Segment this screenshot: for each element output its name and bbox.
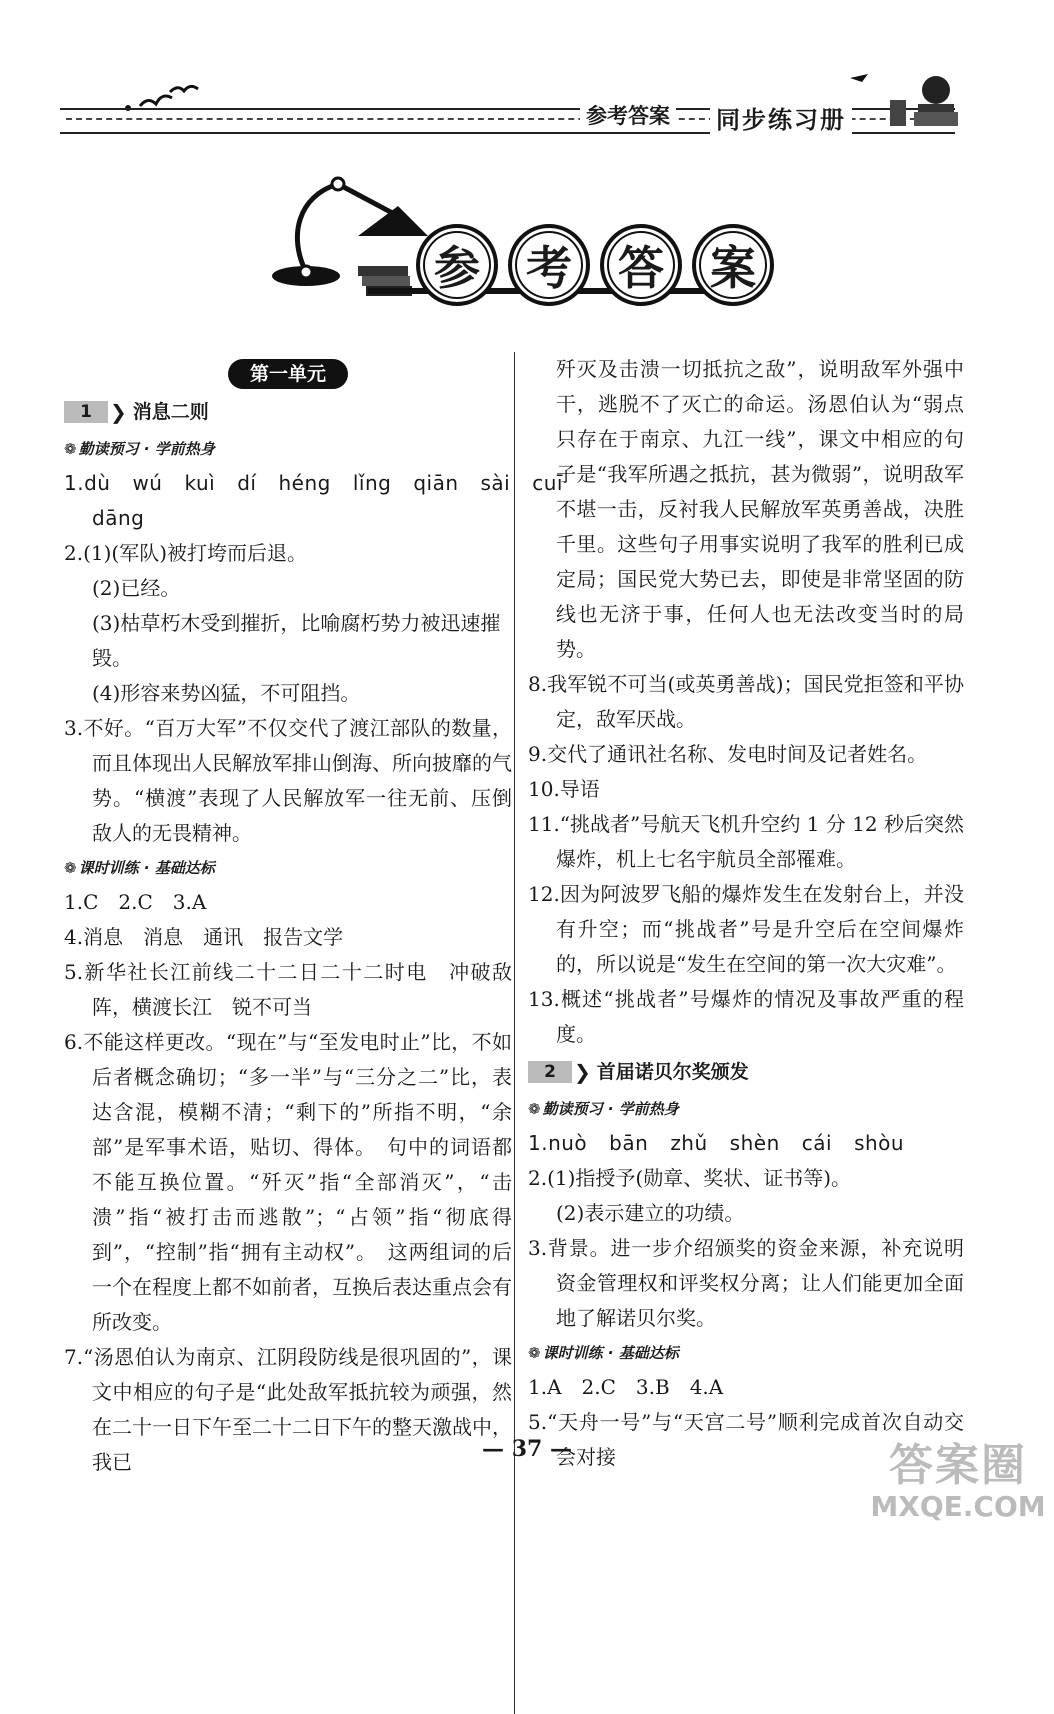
chevron-right-icon: ❯ (110, 399, 127, 424)
header-label-answers: 参考答案 (580, 100, 676, 130)
answer-item: 3.不好。“百万大军”不仅交代了渡江部队的数量，而且体现出人民解放军排山倒海、所向披靡的气势。“横渡”表现了人民解放军一往无前、压倒敌人的无畏精神。 (64, 716, 512, 845)
lesson-number: 2 (528, 1061, 572, 1083)
column-divider (514, 352, 515, 1714)
unit-badge: 第一单元 (228, 359, 348, 389)
section-flower-icon: ❁ (528, 1344, 541, 1362)
right-column (528, 352, 964, 1475)
banner-char: 考 (508, 224, 590, 306)
answer-continuation: 歼灭及击溃一切抵抗之敌”，说明敌军外强中干，逃脱不了灭亡的命运。汤恩伯认为“弱点只存在于南京、九江一线”，课文中相应的句子是“我军所遇之抵抗，甚为微弱”，说明敌军不堪一击，反衬我人民解放军英勇善战，决胜千里。这些句子用事实说明了我军的胜利已成定局；国民党大势已去，即使是非常坚固的防线也无济于事，任何人也无法改变当时的局势。 (556, 357, 964, 661)
answer-subitem: (4)形容来势凶猛，不可阻挡。 (92, 681, 361, 705)
globe-books-icon (850, 60, 960, 132)
chevron-right-icon: ❯ (574, 1059, 591, 1084)
lesson-heading-2 (528, 1052, 964, 1092)
answer-item: 1.A 2.C 3.B 4.A (528, 1375, 724, 1399)
page-number: — 37 — (482, 1436, 572, 1462)
section-heading-preview: ❁ 勤读预习 · 学前热身 (64, 440, 215, 458)
answer-item: 2.(1)指授予(勋章、奖状、证书等)。 (528, 1166, 852, 1190)
banner-char: 案 (692, 224, 774, 306)
watermark-logo (868, 1440, 1048, 1530)
answer-subitem: (2)表示建立的功绩。 (556, 1201, 745, 1225)
unit-heading (64, 352, 512, 392)
answer-item: 10.导语 (528, 777, 600, 801)
answer-item: 6.不能这样更改。“现在”与“至发电时止”比，不如后者概念确切；“多一半”与“三分之二”比，表达含混，模糊不清；“剩下的”所指不明，“余部”是军事术语，贴切、得体。 句中的词语都不能互换位置。“歼灭”指“全部消灭”，“击溃”指“被打击而逃散”；“占领”指“彻底得到”，“控制”指“拥有主动权”。 这两组词的后一个在程度上都不如前者，互换后表达重点会有所改变。 (64, 1030, 512, 1334)
answer-subitem: (3)枯草朽木受到摧折，比喻腐朽势力被迅速摧毁。 (92, 611, 501, 670)
section-flower-icon: ❁ (64, 859, 77, 877)
answer-item: 12.因为阿波罗飞船的爆炸发生在发射台上，并没有升空；而“挑战者”号是升空后在空间爆炸的，所以说是“发生在空间的第一次大灾难”。 (528, 882, 964, 976)
banner-char: 答 (600, 224, 682, 306)
banner-char: 参 (416, 224, 498, 306)
answer-item: 9.交代了通讯社名称、发电时间及记者姓名。 (528, 742, 928, 766)
answer-item: 5.“天舟一号”与“天宫二号”顺利完成首次自动交会对接 (528, 1410, 964, 1469)
watermark-url: MXQE.COM (870, 1490, 1046, 1523)
section-heading-preview: ❁ 勤读预习 · 学前热身 (528, 1100, 679, 1118)
section-heading-training: ❁ 课时训练 · 基础达标 (64, 859, 215, 877)
banner-title (416, 224, 774, 306)
answer-item: 4.消息 消息 通讯 报告文学 (64, 925, 344, 949)
lesson-title: 消息二则 (132, 400, 209, 423)
answer-continuation: dāng (92, 506, 145, 530)
answer-item: 7.“汤恩伯认为南京、江阴段防线是很巩固的”，课文中相应的句子是“此处敌军抵抗较为顽强，然在二十一日下午至二十二日下午的整天激战中，我已 (64, 1345, 512, 1474)
page-header (60, 60, 960, 150)
answer-item: 13.概述“挑战者”号爆炸的情况及事故严重的程度。 (528, 987, 964, 1046)
section-heading-training: ❁ 课时训练 · 基础达标 (528, 1344, 679, 1362)
answer-item: 11.“挑战者”号航天飞机升空约 1 分 12 秒后突然爆炸，机上七名宇航员全部罹难。 (528, 812, 964, 871)
section-flower-icon: ❁ (528, 1100, 541, 1118)
answer-subitem: (2)已经。 (92, 576, 181, 600)
header-label-book: 同步练习册 (710, 100, 852, 135)
answer-item: 2.(1)(军队)被打垮而后退。 (64, 541, 308, 565)
answer-item: 8.我军锐不可当(或英勇善战)；国民党拒签和平协定，敌军厌战。 (528, 672, 964, 731)
lesson-number: 1 (64, 401, 108, 423)
lesson-title: 首届诺贝尔奖颁发 (596, 1060, 749, 1083)
answer-item: 1.dù wú kuì dí héng lǐng qiān sài cuī (64, 471, 563, 495)
answer-item: 1.nuò bān zhǔ shèn cái shòu (528, 1131, 905, 1155)
section-flower-icon: ❁ (64, 440, 77, 458)
answer-item: 5.新华社长江前线二十二日二十二时电 冲破敌阵，横渡长江 锐不可当 (64, 960, 512, 1019)
title-banner (268, 176, 768, 306)
answer-item: 1.C 2.C 3.A (64, 890, 207, 914)
watermark-text: 答案圈 (889, 1440, 1027, 1491)
answer-item: 3.背景。进一步介绍颁奖的资金来源，补充说明资金管理权和评奖权分离；让人们能更加全面地了解诺贝尔奖。 (528, 1236, 964, 1330)
lesson-heading-1 (64, 392, 512, 432)
